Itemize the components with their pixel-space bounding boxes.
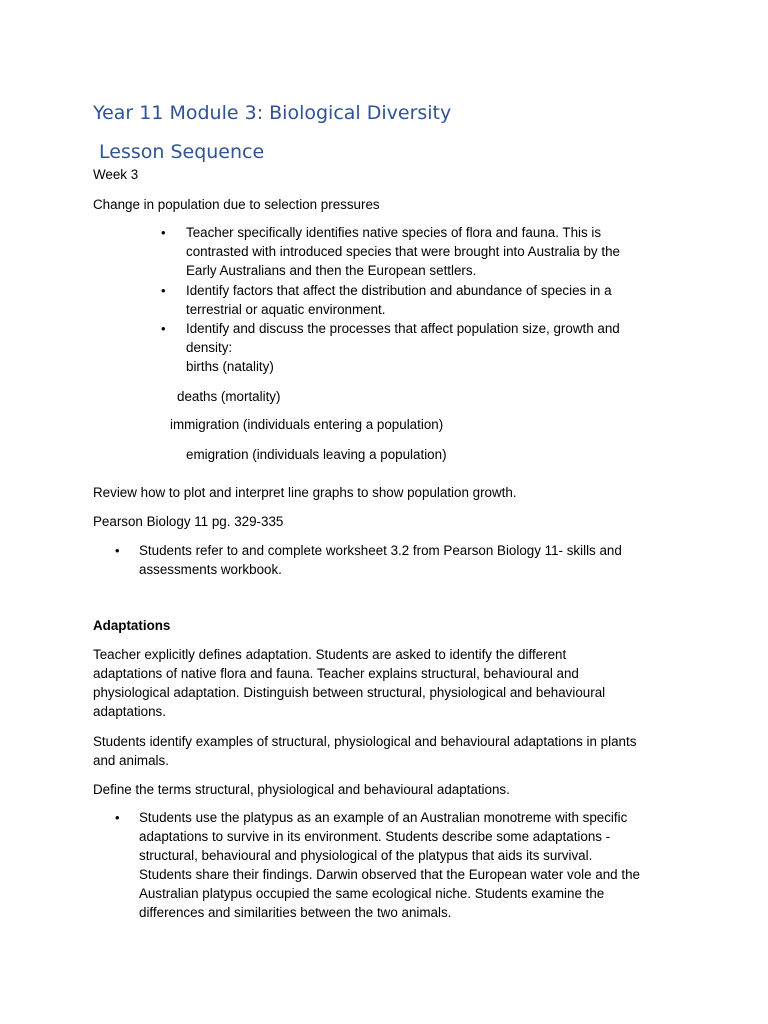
paragraph-line: adaptations. xyxy=(93,704,166,719)
paragraph-line: Students identify examples of structural, physiological and behavioural adaptations in plants xyxy=(93,734,637,749)
paragraph-line: physiological adaptation. Distinguish between structural, physiological and behavioural xyxy=(93,685,606,700)
paragraph-line: and animals. xyxy=(93,753,169,768)
pearson-reference: Pearson Biology 11 pg. 329-335 xyxy=(93,514,284,529)
title-line-1: Year 11 Module 3: Biological Diversity xyxy=(93,102,452,124)
list-item-line: Early Australians and then the European settlers. xyxy=(186,263,477,278)
list-item xyxy=(139,808,640,922)
paragraph-line: Teacher explicitly defines adaptation. Students are asked to identify the different xyxy=(93,647,567,662)
list-item-line: births (natality) xyxy=(186,359,274,374)
list-item-line: Identify and discuss the processes that affect population size, growth and xyxy=(186,321,620,336)
list-item-line: Students use the platypus as an example of an Australian monotreme with specific xyxy=(139,810,628,825)
list-item-line: differences and similarities between the two animals. xyxy=(139,905,452,920)
bullet-dot: • xyxy=(115,543,120,558)
list-item-line: Teacher specifically identifies native species of flora and fauna. This is xyxy=(186,225,602,240)
list-item xyxy=(186,319,620,376)
paragraph: Define the terms structural, physiological and behavioural adaptations. xyxy=(93,782,510,797)
review-line: Review how to plot and interpret line graphs to show population growth. xyxy=(93,485,517,500)
list-item-line: terrestrial or aquatic environment. xyxy=(186,302,386,317)
bullet-dot: • xyxy=(161,225,166,240)
section-intro: Change in population due to selection pressures xyxy=(93,197,380,212)
list-item-line: Students share their findings. Darwin observed that the European water vole and the xyxy=(139,867,640,882)
list-item-line: density: xyxy=(186,340,233,355)
process-emigration: emigration (individuals leaving a population) xyxy=(186,447,447,462)
list-item xyxy=(186,223,620,280)
bullet-dot: • xyxy=(161,283,166,298)
paragraph-line: adaptations of native flora and fauna. Teacher explains structural, behavioural and xyxy=(93,666,579,681)
week-label: Week 3 xyxy=(93,167,139,182)
adaptations-heading: Adaptations xyxy=(93,618,171,633)
paragraph xyxy=(93,645,605,721)
bullet-dot: • xyxy=(115,810,120,825)
list-item-line: contrasted with introduced species that were brought into Australia by the xyxy=(186,244,620,259)
bullet-dot: • xyxy=(161,321,166,336)
list-item-line: Australian platypus occupied the same ecological niche. Students examine the xyxy=(139,886,605,901)
title-line-2: Lesson Sequence xyxy=(99,141,265,163)
process-deaths: deaths (mortality) xyxy=(177,389,281,404)
list-item-line: Students refer to and complete worksheet 3.2 from Pearson Biology 11- skills and xyxy=(139,543,622,558)
paragraph xyxy=(93,732,636,770)
list-item xyxy=(186,281,612,319)
list-item-line: adaptations to survive in its environment. Students describe some adaptations - xyxy=(139,829,611,844)
process-immigration: immigration (individuals entering a population) xyxy=(170,417,444,432)
list-item xyxy=(139,541,622,579)
list-item-line: assessments workbook. xyxy=(139,562,282,577)
list-item-line: structural, behavioural and physiological of the platypus that aids its survival. xyxy=(139,848,593,863)
list-item-line: Identify factors that affect the distribution and abundance of species in a xyxy=(186,283,612,298)
